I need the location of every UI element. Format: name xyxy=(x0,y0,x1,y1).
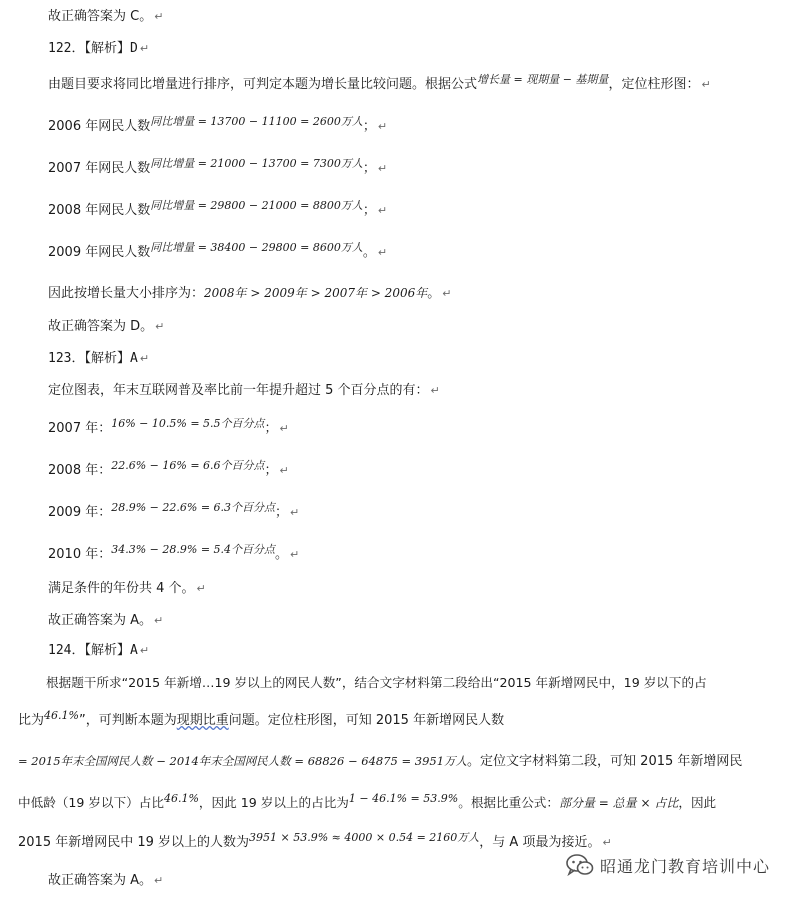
formula: 46.1% xyxy=(44,709,79,722)
rate-line-2009 xyxy=(48,501,300,522)
ranking-line xyxy=(48,284,451,303)
paragraph-mark: ↵ xyxy=(279,464,289,477)
paragraph-mark: ↵ xyxy=(139,42,150,55)
formula: 同比增量 = 21000 − 13700 = 7300万人 xyxy=(150,157,363,170)
calc-line-2009 xyxy=(48,241,388,262)
answer-text: 故正确答案为 A。 xyxy=(48,873,153,888)
text-run: 2010 年： xyxy=(48,547,112,562)
rate-line-2010 xyxy=(48,543,300,564)
formula: = 2015年末全国网民人数 − 2014年末全国网民人数 = 68826 − 64875 = 3951万人 xyxy=(18,754,468,768)
paragraph-mark: ↵ xyxy=(377,246,388,259)
answer-text: 故正确答案为 A。 xyxy=(48,613,153,628)
formula: 同比增量 = 29800 − 21000 = 8800万人 xyxy=(150,199,363,212)
text-run: 。根据比重公式： xyxy=(458,795,559,810)
paragraph-124-line5 xyxy=(18,831,612,852)
text-run: 2009 年网民人数 xyxy=(48,245,151,260)
answer-line-122 xyxy=(48,318,164,336)
text-run: ； xyxy=(275,505,289,520)
text-run: ，与 A 项最为接近。 xyxy=(479,835,601,850)
paragraph-mark: ↵ xyxy=(139,644,150,657)
text-run: 。定位文字材料第二段，可知 2015 年新增网民 xyxy=(467,754,743,769)
paragraph-mark: ↵ xyxy=(290,506,300,519)
text-run: ； xyxy=(362,203,376,218)
text-run: 2006 年网民人数 xyxy=(48,119,151,134)
formula: 2008年 > 2009年 > 2007年 > 2006年 xyxy=(204,286,428,300)
paragraph-mark: ↵ xyxy=(279,422,289,435)
formula: 34.3% − 28.9% = 5.4个百分点 xyxy=(111,543,276,556)
text-run: 定位图表，年末互联网普及率比前一年提升超过 5 个百分点的有： xyxy=(48,383,429,398)
question-number: 122． xyxy=(48,41,85,56)
text-run: 。 xyxy=(275,547,289,562)
text-run: 比为 xyxy=(18,713,45,728)
analysis-tag: 【解析】 xyxy=(84,643,130,658)
question-header-124 xyxy=(48,642,149,660)
formula: 46.1% xyxy=(163,792,199,805)
paragraph-124-line2 xyxy=(18,709,505,730)
paragraph-mark: ↵ xyxy=(154,874,164,887)
analysis-tag: 【解析】 xyxy=(84,41,130,56)
paragraph-mark: ↵ xyxy=(139,352,150,365)
text-run: ； xyxy=(362,119,376,134)
text-run: 2015 年新增网民中 19 岁以上的人数为 xyxy=(18,835,250,850)
paragraph-mark: ↵ xyxy=(290,548,300,561)
paragraph-mark: ↵ xyxy=(154,10,164,23)
answer-letter: A xyxy=(130,351,138,366)
text-run: 2008 年： xyxy=(48,463,112,478)
formula: 同比增量 = 13700 − 11100 = 2600万人 xyxy=(150,115,363,128)
answer-letter: D xyxy=(130,41,138,56)
answer-letter: A xyxy=(130,643,138,658)
text-run: 2007 年： xyxy=(48,421,112,436)
paragraph-mark: ↵ xyxy=(155,320,165,333)
paragraph-mark: ↵ xyxy=(377,204,388,217)
rate-line-2007 xyxy=(48,417,289,438)
answer-line-121 xyxy=(48,8,163,26)
text-run: 根据题干所求“2015 年新增…19 岁以上的网民人数”，结合文字材料第二段给出“2015 年新增网民中，19 岁以下的占 xyxy=(46,675,707,690)
formula: 同比增量 = 38400 − 29800 = 8600万人 xyxy=(150,241,363,254)
text-run: 问题。定位柱形图，可知 2015 年新增网民人数 xyxy=(228,713,505,728)
analysis-tag: 【解析】 xyxy=(84,351,130,366)
spellcheck-underline: 现期比重 xyxy=(176,713,229,728)
formula: 28.9% − 22.6% = 6.3个百分点 xyxy=(111,501,276,514)
text-run: 2008 年网民人数 xyxy=(48,203,151,218)
text-run: ； xyxy=(264,421,278,436)
text-run: ； xyxy=(264,463,278,478)
paragraph-mark: ↵ xyxy=(154,614,164,627)
question-number: 124． xyxy=(48,643,85,658)
rate-line-2008 xyxy=(48,459,289,480)
formula: 1 − 46.1% = 53.9% xyxy=(348,792,459,805)
paragraph-124-line3 xyxy=(18,752,742,771)
calc-line-2007 xyxy=(48,157,388,178)
paragraph-mark: ↵ xyxy=(196,582,206,595)
answer-line-123 xyxy=(48,612,163,630)
text-run: ，因此 xyxy=(678,795,717,810)
formula: 16% − 10.5% = 5.5个百分点 xyxy=(111,417,265,430)
watermark xyxy=(566,853,770,877)
watermark-text: 昭通龙门教育培训中心 xyxy=(599,856,770,876)
answer-text: 故正确答案为 D。 xyxy=(48,319,154,334)
text-run: 。 xyxy=(427,286,441,301)
text-run: 满足条件的年份共 4 个。 xyxy=(48,581,195,596)
text-run: 因此按增长量大小排序为： xyxy=(48,286,205,301)
text-run: 中低龄（19 岁以下）占比 xyxy=(18,795,164,810)
paragraph-mark: ↵ xyxy=(377,120,388,133)
paragraph-123-intro xyxy=(48,382,440,400)
formula: 增长量 = 现期量 − 基期量 xyxy=(477,73,609,86)
paragraph-mark: ↵ xyxy=(430,384,440,397)
paragraph-mark: ↵ xyxy=(602,836,612,849)
answer-line-124 xyxy=(48,872,163,890)
text-run: 。 xyxy=(362,245,376,260)
paragraph-124-line1 xyxy=(46,674,707,692)
text-run: ，因此 19 岁以上的占比为 xyxy=(198,795,349,810)
paragraph-124-line4 xyxy=(18,794,716,813)
text-run: 2009 年： xyxy=(48,505,112,520)
answer-text: 故正确答案为 C。 xyxy=(48,9,153,24)
question-header-122 xyxy=(48,40,149,58)
paragraph-122-intro xyxy=(48,73,711,94)
calc-line-2008 xyxy=(48,199,388,220)
text-run: ，定位柱形图： xyxy=(608,77,700,92)
paragraph-mark: ↵ xyxy=(442,287,452,300)
text-run: ； xyxy=(362,161,376,176)
question-header-123 xyxy=(48,350,149,368)
text-run: 由题目要求将同比增量进行排序，可判定本题为增长量比较问题。根据公式 xyxy=(48,77,478,92)
question-number: 123． xyxy=(48,351,85,366)
wechat-icon xyxy=(566,853,594,877)
calc-line-2006 xyxy=(48,115,388,136)
text-run: 2007 年网民人数 xyxy=(48,161,151,176)
paragraph-mark: ↵ xyxy=(701,78,711,91)
formula: 部分量 = 总量 × 占比 xyxy=(558,796,679,810)
formula: 22.6% − 16% = 6.6个百分点 xyxy=(111,459,265,472)
paragraph-mark: ↵ xyxy=(377,162,388,175)
formula: 3951 × 53.9% ≈ 4000 × 0.54 = 2160万人 xyxy=(249,831,480,844)
count-line xyxy=(48,580,206,598)
text-run: ”，可判断本题为 xyxy=(78,713,177,728)
